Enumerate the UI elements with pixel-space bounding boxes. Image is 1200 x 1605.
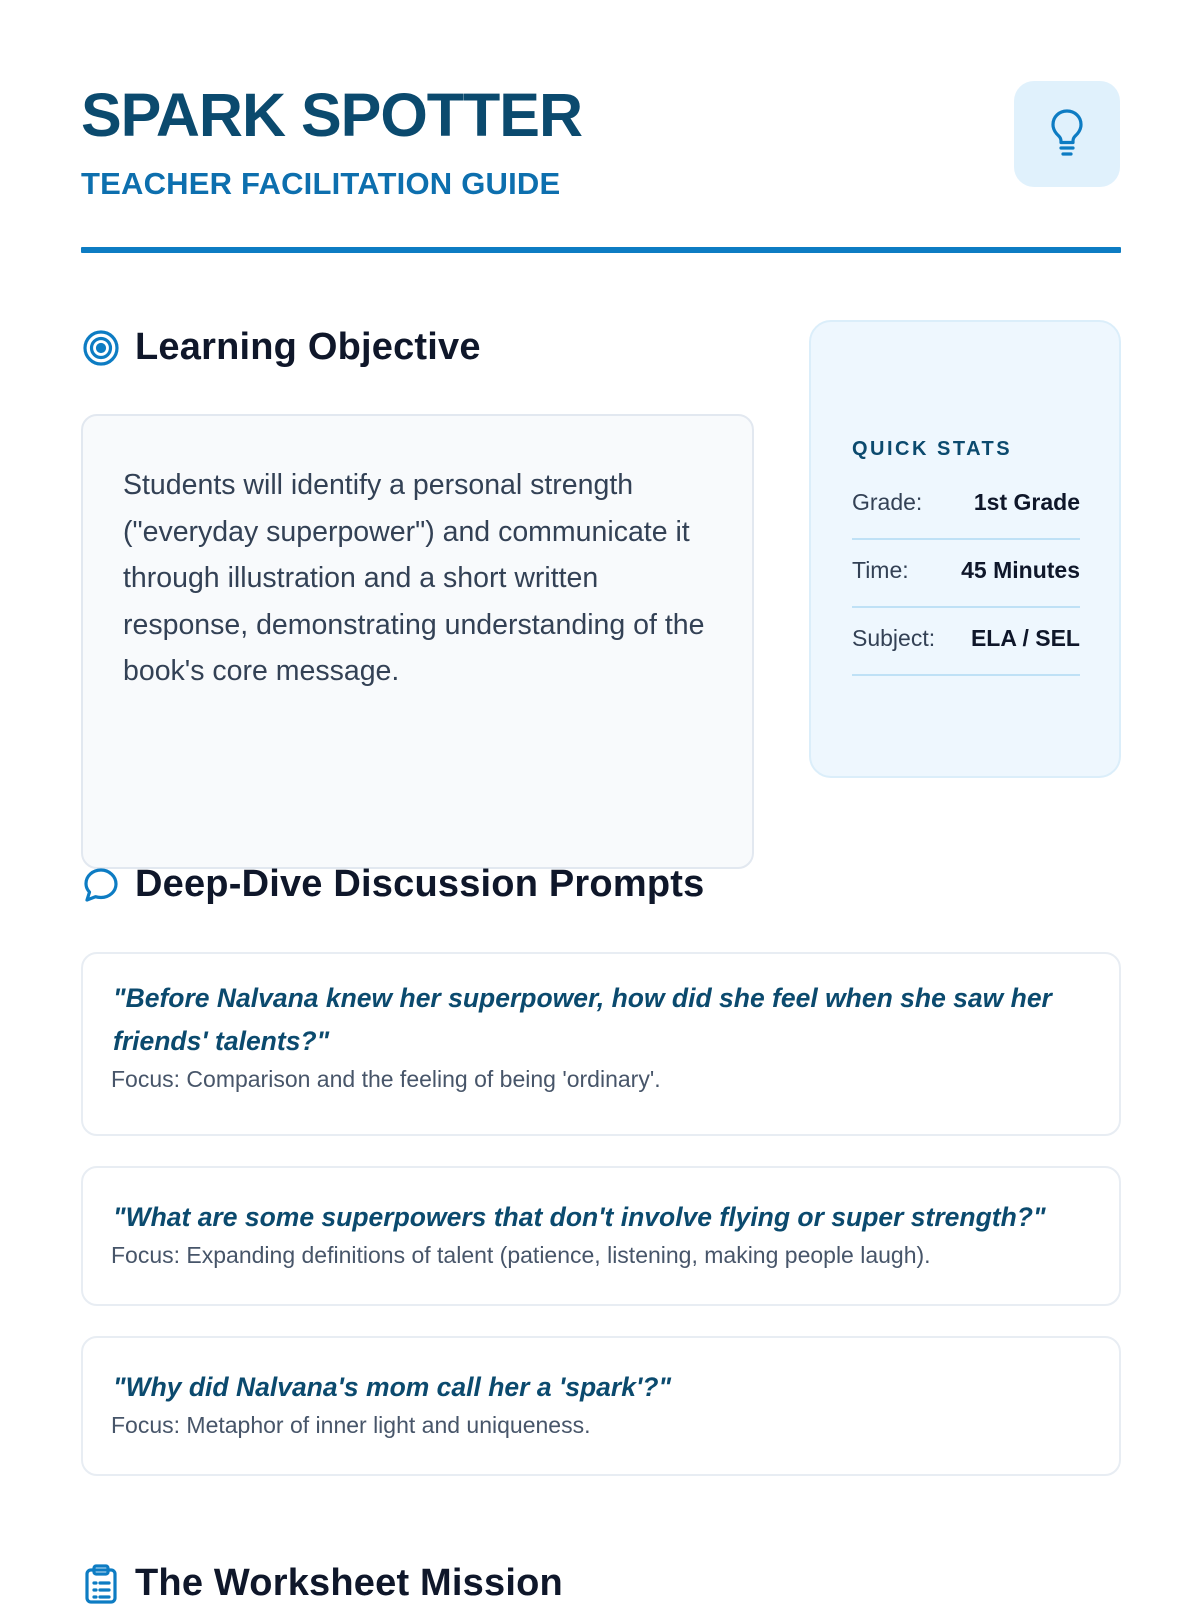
prompt-focus: Focus: Metaphor of inner light and uniqueness. <box>111 1412 591 1438</box>
lightbulb-icon <box>1047 107 1087 162</box>
page-subtitle: TEACHER FACILITATION GUIDE <box>81 166 561 201</box>
discussion-heading: Deep-Dive Discussion Prompts <box>135 863 705 905</box>
quick-stats-panel <box>809 320 1121 778</box>
stat-row-grade <box>852 472 1080 540</box>
objective-heading-row <box>81 326 481 369</box>
stat-label: Time: <box>852 556 909 583</box>
stat-value: ELA / SEL <box>970 624 1080 651</box>
stat-label: Subject: <box>852 624 936 651</box>
prompt-card <box>81 1166 1121 1306</box>
prompt-card <box>81 952 1121 1136</box>
stat-label: Grade: <box>852 488 923 515</box>
page-header <box>81 81 1121 201</box>
prompt-focus: Focus: Comparison and the feeling of being 'ordinary'. <box>111 1066 661 1092</box>
stat-value: 45 Minutes <box>961 556 1080 583</box>
worksheet-heading-row <box>81 1562 563 1605</box>
page-title: SPARK SPOTTER <box>81 81 583 149</box>
prompt-question: "Why did Nalvana's mom call her a 'spark'?" <box>113 1372 672 1402</box>
prompt-card <box>81 1336 1121 1476</box>
worksheet-heading: The Worksheet Mission <box>135 1562 563 1604</box>
discussion-heading-row <box>81 863 704 906</box>
speech-bubble-icon <box>81 865 121 905</box>
clipboard-icon <box>81 1564 121 1604</box>
header-divider <box>81 247 1121 253</box>
target-icon <box>81 328 121 368</box>
prompt-question: "What are some superpowers that don't involve flying or super strength?" <box>113 1202 1046 1232</box>
prompt-question: "Before Nalvana knew her superpower, how did she feel when she saw her friends' talents?" <box>113 983 1052 1056</box>
objective-text: Students will identify a personal strength ("everyday superpower") and communicate it through illustration and a short written response, demonstrating understanding of the book's core message. <box>123 469 705 687</box>
stat-row-subject <box>852 608 1080 676</box>
lightbulb-badge <box>1014 81 1120 187</box>
stat-value: 1st Grade <box>973 488 1080 515</box>
objective-box <box>81 414 754 869</box>
objective-heading: Learning Objective <box>135 326 481 368</box>
prompt-focus: Focus: Expanding definitions of talent (patience, listening, making people laugh). <box>111 1242 931 1268</box>
stat-row-time <box>852 540 1080 608</box>
quick-stats-title: QUICK STATS <box>852 438 1013 460</box>
